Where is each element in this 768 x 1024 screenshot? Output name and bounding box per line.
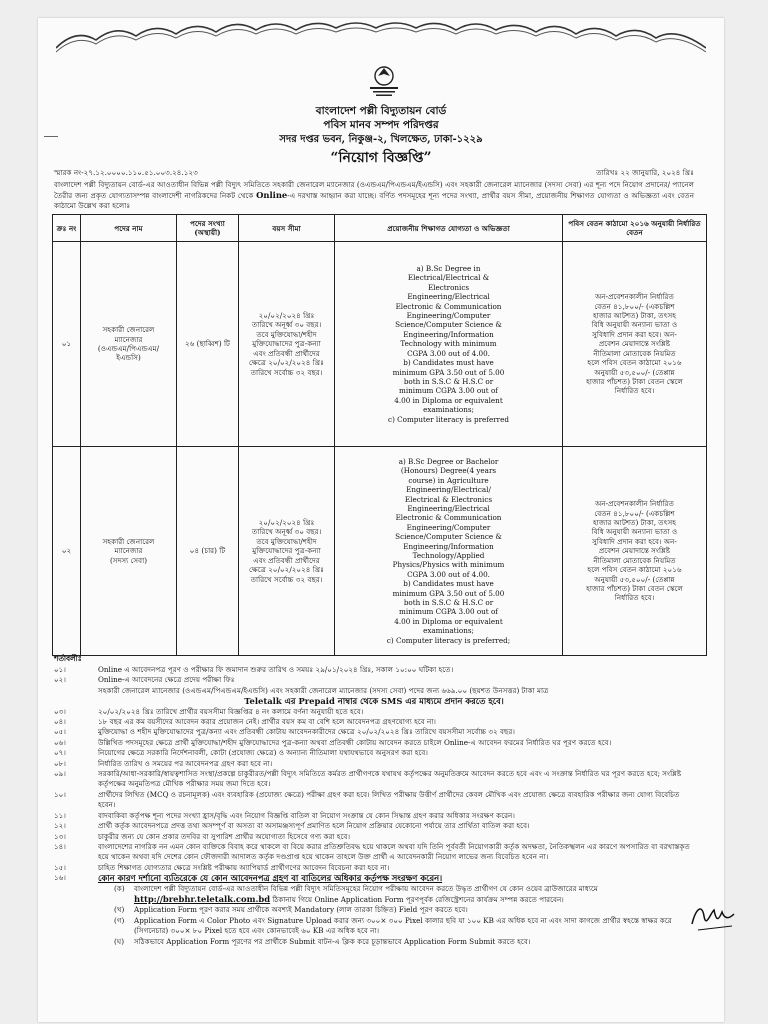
table-row	[53, 447, 707, 656]
item-number: ০১।	[54, 665, 66, 674]
list-item	[54, 686, 694, 696]
item-text: প্রার্থী কর্তৃক আবেদনপত্রে প্রদত্ত তথ্য অসম্পূর্ণ বা অসত্য বা অসামঞ্জস্যপূর্ণ প্রমাণিত হলে নিয়োগ প্রক্রিয়ার যেকোনো পর্যায়ে তার প্রার্থিতা বাতিল করা হবে।	[98, 821, 530, 831]
item-text: বাদবাকিবা কর্তৃপক্ষ শূন্য পদের সংখ্যা হ্রাস/বৃদ্ধি এবং নিয়োগ বিজ্ঞপ্তি বাতিল বা নিয়োগ সংক্রান্ত যে কোন সিদ্ধান্ত গ্রহণ করার অধিকার সংরক্ষণ করেন।	[98, 810, 515, 820]
post-line: (সদস্য সেবা)	[110, 555, 147, 565]
notice-page	[38, 18, 724, 1022]
age-line: মুক্তিযোদ্ধাদের পুত্র-কন্যা	[252, 546, 321, 556]
item-number: ১৬।	[54, 873, 66, 883]
qualification-line: Technology/Applied	[412, 551, 485, 560]
post-line: সহকারী জেনারেল	[102, 536, 155, 546]
post-line: ম্যানেজার	[114, 546, 143, 556]
item-text: বাংলাদেশের নাগরিক নন এমন কোন ব্যক্তিকে বিবাহ করে থাকলে বা বিয়ে করার প্রতিশ্রুতিবদ্ধ হয়ে থাকলে অথবা যদি তিনি পূর্ববর্তী নিয়োগকারী কর্তৃক অদক্ষতা, নৈতিকস্খলন এর কারণে অপসারিত বা বরখাস্তকৃত হয়ে থাকেন অথবা যদি দেশের কোন ফৌজদারী আদালত কর্তৃক দণ্ডপ্রাপ্ত হয়ে থাকেন তাহলে উক্ত প্রার্থী এ আবেদনকারী নিয়োগ লাভের জন্য বিবেচিত হবেন না।	[98, 841, 690, 862]
age-line: তবে মুক্তিযোদ্ধা/শহীদ	[256, 329, 317, 339]
list-item	[54, 769, 694, 790]
item-number: ০৭।	[54, 748, 66, 758]
age-line: তারিখে অনূর্ধ্ব ৩০ বছর।	[251, 527, 322, 537]
qualification-line: Electronic & Communication	[395, 301, 502, 311]
qualification-line: c) Computer literacy is preferred	[388, 414, 509, 424]
item-text: মুক্তিযোদ্ধা ও শহীদ মুক্তিযোদ্ধাদের পুত্র/কন্যা এবং প্রতিবন্ধী কোটায় আবেদনকারীদের ক্ষেত্রে ২০/০২/২০২৪ খ্রিঃ তারিখে বয়সসীমা সর্বোচ্চ ৩২ বছর।	[98, 727, 515, 737]
pay-line: অনুযায়ী ৫৩,৫০০/- (তেপ্পান্ন	[594, 367, 675, 377]
qualification-line: (Honours) Degree(4 years	[400, 466, 497, 476]
conditions-heading: শর্তাবলীঃ	[54, 654, 82, 663]
intro-paragraph	[54, 180, 694, 211]
intro-text-1: বাংলাদেশ পল্লী বিদ্যুতায়ন বোর্ড-এর আওতাধীন বিভিন্ন পল্লী বিদ্যুৎ সমিতিতে সহকারী জেনারেল ম্যানেজার (ওএন্ডএম/পিএন্ডএম/ইএন্ডসি) এবং সহকারী জেনারেল ম্যানেজার (সদস্য সেবা) এর শূন্য পদে নিয়োগ প্রদানের/ প্যানেল তৈরীর জন্য প্রকৃত যোগ্যতাসম্পন্ন বাংলাদেশী নাগরিকদের নিকট থেকে	[54, 180, 694, 200]
qualification-line: 4.00 in Diploma or equivalent	[394, 395, 503, 405]
item-number: ০৬।	[54, 737, 66, 747]
item-text: চাকুরীর জন্য যে কোন প্রকার তদবির বা সুপারিশ প্রার্থীর অযোগ্যতা হিসেবে গণ্য করা হবে।	[98, 831, 351, 841]
post-line: ম্যানেজার	[114, 334, 143, 344]
list-item	[54, 811, 694, 821]
col-header-post: পদের নাম	[81, 215, 177, 242]
pay-line: অনুযায়ী ৫৩,৫০০/- (তেপ্পান্ন	[594, 574, 675, 584]
item-number: ০৫।	[54, 727, 66, 737]
cell-serial: ০২	[53, 447, 81, 656]
post-line: (ওএন্ডএম/পিএন্ডএম/	[97, 344, 160, 353]
age-line: মুক্তিযোদ্ধাদের পুত্র-কন্যা	[252, 339, 321, 349]
cell-serial: ০১	[53, 242, 81, 447]
sub-item-text-2: ঠিকানায় গিয়ে Online Application Form পূরণপূর্বক রেজিস্ট্রেশনের কার্যক্রম সম্পন্ন করতে পারবেন।	[270, 894, 564, 904]
pay-line: হলে পবিস বেতন কাঠামো ২০১৬	[587, 358, 682, 368]
qualification-line: both in S.S.C & H.S.C or	[403, 376, 494, 386]
qualification-line: Engineering/Electrical	[407, 292, 490, 302]
qualification-line: both in S.S.C & H.S.C or	[403, 598, 494, 608]
item-text: নিয়োগের ক্ষেত্রে সরকারি নির্দেশনাবলী, কোটা (প্রযোজ্য ক্ষেত্রে) ও অন্যান্য নীতিমালা যথাযথভাবে অনুসরণ করা হবে।	[98, 748, 428, 758]
item-text: প্রার্থীদের লিখিত (MCQ ও রচনামূলক) এবং ব্যবহারিক (প্রযোজ্য ক্ষেত্রে) পরীক্ষা গ্রহণ করা হবে। লিখিত পরীক্ষায় উত্তীর্ণ প্রার্থীদের কেবল মৌখিক এবং প্রযোজ্য ক্ষেত্রে ব্যবহারিক পরীক্ষার জন্য যোগ্য বিবেচিত হবেন।	[98, 789, 680, 810]
pay-line: অন-প্রবেশনকালীন নির্ধারিত	[595, 499, 674, 509]
post-line: সহকারী জেনারেল	[102, 325, 155, 335]
handwritten-signature	[688, 894, 738, 938]
qualification-line: a) B.Sc Degree in	[416, 264, 481, 274]
item-text: নির্ধারিত তারিখ ও সময়ের পর আবেদনপত্র গ্রহণ করা হবে না।	[98, 758, 273, 768]
qualification-line: examinations;	[423, 405, 474, 415]
col-header-serial: ক্রঃ নং	[53, 215, 81, 242]
age-line: এবং প্রতিবন্ধী প্রার্থীদের	[253, 348, 320, 358]
item-text: সরকারি/আধা-সরকারি/স্বায়ত্বশাসিত সংস্থা/প্রকল্পে চাকুরীরত/পল্লী বিদ্যুৎ সমিতিতে কর্মরত প্রার্থীগণকে যথাযথ কর্তৃপক্ষের অনুমতিক্রমে আবেদন করতে হবে এবং এ সংক্রান্ত নির্ধারিত ঘর পূরণ করতে হবে; সংশ্লিষ্ট কর্তৃপক্ষের অনুমতিপত্র মৌখিক পরীক্ষার সময় জমা দিতে হবে।	[98, 769, 682, 789]
sub-item-text: সঠিকভাবে Application Form পূরণের পর প্রার্থীকে Submit বাটন-এ ক্লিক করে চূড়ান্তভাবে Application Form Submit করতে হবে।	[134, 936, 531, 946]
pay-line: নির্ধারিত হবে।	[614, 386, 655, 396]
qualification-line: minimum CGPA 3.00 out of	[399, 607, 498, 617]
board-logo-icon	[364, 64, 404, 98]
list-item	[54, 873, 694, 883]
sub-item	[54, 937, 694, 947]
teletalk-line: Teletalk এর Prepaid নাম্বার থেকে SMS এর মাধ্যমে প্রদান করতে হবে।	[244, 696, 504, 707]
qualification-line: Engineering/Information	[403, 329, 494, 339]
sub-item-text	[134, 884, 694, 906]
scan-mark	[44, 136, 58, 137]
sub-item-text: Application Form এ Color Photo এবং Signature Upload করার জন্য ৩০০× ৩০০ Pixel কালার ছবি যা ১০০ KB এর অধিক হবে না এবং সাদা কাগজে প্রার্থীর স্বহস্তে স্বাক্ষর করে (সিগনেচার) ৩০০× ৮০ Pixel হতে হবে এবং কোনভাবেই ৬০ KB এর অধিক হবে না।	[134, 915, 672, 936]
pay-line: প্রবেশন মেয়াদান্তে সংশ্লিষ্ট	[598, 546, 671, 556]
qualification-line: Engineering/Computer	[406, 311, 491, 321]
pay-line: হাজার আটশত) টাকা, তৎসহ	[592, 311, 677, 321]
office-address: সদর দপ্তর ভবন, নিকুঞ্জ-২, খিলক্ষেত, ঢাকা-১২২৯	[279, 134, 483, 145]
sub-item	[54, 916, 694, 937]
list-item	[54, 759, 694, 769]
col-header-qualification: প্রয়োজনীয় শিক্ষাগত যোগ্যতা ও অভিজ্ঞতা	[335, 215, 563, 242]
qualification-line: Engineering/Electrical	[407, 503, 490, 513]
col-header-pay: পবিস বেতন কাঠামো ২০১৬ অনুযায়ী নির্ধারিত বেতন	[563, 215, 707, 242]
conditions-list	[54, 665, 694, 947]
scalloped-border-decoration	[56, 18, 706, 58]
age-line: তবে মুক্তিযোদ্ধা/শহীদ	[256, 536, 317, 546]
cell-vacancies: ২৬ (ছাব্বিশ) টি	[177, 242, 239, 447]
item-number	[54, 686, 98, 696]
pay-line: হাজার পাঁচশত) টাকা বেতন স্কেলে	[586, 583, 683, 593]
col-header-vacancies: পদের সংখ্যা (অস্থায়ী)	[177, 215, 239, 242]
cell-qualification	[335, 447, 563, 656]
qualification-line: Science/Computer Science &	[395, 320, 502, 330]
qualification-line: CGPA 3.00 out of 4.00.	[407, 569, 490, 579]
item-text: চাহিত শিক্ষাগত যোগ্যতার ক্ষেত্রে সংশ্লিষ্ট পরীক্ষায় অ্যাপিয়ার্ড প্রার্থীগণের আবেদন বিবেচনা করা হবে না।	[98, 862, 390, 872]
list-item	[54, 863, 694, 873]
cell-qualification	[335, 242, 563, 447]
cell-age	[239, 447, 335, 656]
item-number: ০৪।	[54, 717, 66, 727]
cell-post	[81, 242, 177, 447]
list-item	[54, 665, 694, 675]
age-line: তারিখে সর্বোচ্চ ৩২ বছর।	[250, 574, 323, 584]
pay-line: বিধি অনুযায়ী অন্যান্য ভাতা ও	[591, 527, 678, 537]
page-title: “নিয়োগ বিজ্ঞপ্তি”	[330, 150, 432, 166]
sub-item	[54, 905, 694, 915]
cell-age	[239, 242, 335, 447]
pay-line: সুবিধাদি প্রদান করা হবে। অন-	[592, 536, 677, 546]
pay-line: নীতিমালা মোতাবেক নিয়মিত	[593, 348, 676, 358]
list-item	[54, 790, 694, 811]
pay-line: প্রবেশন মেয়াদান্তে সংশ্লিষ্ট	[598, 339, 671, 349]
item-number: ১০।	[54, 789, 66, 799]
sub-item-text: Application Form পূরণ করার সময় প্রার্থীকে অবশ্যই Mandatory (লাল তারকা চিহ্নিত) Field পূরণ করতে হবে।	[134, 905, 468, 915]
reference-number: স্মারক নং-২৭.১২.০০০০.১১০.৫১.০০৩.২৪.১২৩	[54, 168, 198, 177]
age-line: ক্ষেত্রে ২০/০২/২০২৪ খ্রিঃ	[249, 358, 324, 368]
cell-post	[81, 447, 177, 656]
post-line: ইএন্ডসি)	[116, 353, 141, 363]
list-item	[54, 748, 694, 758]
pay-line: নীতিমালা মোতাবেক নিয়মিত	[593, 555, 676, 565]
list-item	[54, 675, 694, 685]
item-text: Online এ আবেদনপত্র পূরণ ও পরীক্ষার ফি জমাদান শুরুর তারিখ ও সময়ঃ ২৯/০১/২০২৪ খ্রিঃ, সকাল ১০:০০ ঘটিকা হতে।	[98, 665, 454, 674]
table-row	[53, 242, 707, 447]
item-number: ১৪।	[54, 841, 66, 851]
qualification-line: a) B.Sc Degree or Bachelor	[398, 456, 499, 466]
cell-pay	[563, 447, 707, 656]
qualification-line: minimum GPA 3.50 out of 5.00	[392, 588, 505, 598]
sub-item	[54, 884, 694, 906]
age-line: ২০/০২/২০২৪ খ্রিঃ	[258, 518, 315, 528]
qualification-line: Engineering/Computer	[406, 522, 491, 532]
qualification-line: b) Candidates must have	[403, 579, 494, 589]
pay-line: বেতন ৪১,৮০০/- (একচল্লিশ	[594, 301, 675, 311]
col-header-age: বয়স সীমা	[239, 215, 335, 242]
pay-line: অন-প্রবেশনকালীন নির্ধারিত	[595, 292, 674, 302]
age-line: তারিখে অনূর্ধ্ব ৩০ বছর।	[251, 320, 322, 330]
age-line: ক্ষেত্রে ২০/০২/২০২৪ খ্রিঃ	[249, 565, 324, 575]
qualification-line: course) in Agriculture	[408, 475, 489, 485]
sub-item-text-1: বাংলাদেশ পল্লী বিদ্যুতায়ন বোর্ড-এর আওতাধীন বিভিন্ন পল্লী বিদ্যুৎ সমিতিসমূহের নিয়োগ পরীক্ষায় আবেদন করতে উদ্ধৃত প্রার্থীগণ যে কোন ওয়েব ব্রাউজারের মাধ্যমে	[134, 883, 598, 893]
pay-line: বেতন ৪১,৮০০/- (একচল্লিশ	[594, 508, 675, 518]
qualification-line: Technology with minimum	[400, 339, 497, 349]
list-item	[54, 717, 694, 727]
item-text: কোন কারণ দর্শানো ব্যতিরেকে যে কোন আবেদনপত্র গ্রহণ বা বাতিলের অধিকার কর্তৃপক্ষ সংরক্ষণ করেন।	[98, 873, 443, 884]
age-line: এবং প্রতিবন্ধী প্রার্থীদের	[253, 555, 320, 565]
cell-pay	[563, 242, 707, 447]
item-text: উল্লিখিত পদসমূহের ক্ষেত্রে প্রার্থী মুক্তিযোদ্ধা/শহীদ মুক্তিযোদ্ধাদের পুত্র-কন্যা অথবা প্রতিবন্ধী কোটায় আবেদন করতে চাইলে Online-এ আবেদন ফরমের নির্ধারিত ঘর পূরণ করতে হবে।	[98, 737, 612, 747]
list-item	[54, 832, 694, 842]
application-link[interactable]: http://brebhr.teletalk.com.bd	[134, 893, 271, 904]
item-number: ০৮।	[54, 758, 66, 768]
qualification-line: c) Computer literacy is preferred;	[386, 635, 511, 645]
qualification-line: minimum GPA 3.50 out of 5.00	[392, 367, 505, 377]
intro-text-2: -এ দরখাস্ত আহ্বান করা যাচ্ছে। বর্ণিত পদসমূহের শূন্য পদের সংখ্যা, প্রার্থীর বয়স সীমা, প্রয়োজনীয় শিক্ষাগত যোগ্যতা ও অভিজ্ঞতা এবং বেতন কাঠামো উল্লেখ করা হলোঃ	[54, 191, 694, 210]
pay-line: নির্ধারিত হবে।	[614, 593, 655, 603]
qualification-line: Engineering/Electrical/	[406, 485, 491, 495]
qualification-line: Physics/Physics with minimum	[392, 560, 505, 570]
sub-item-number: (ক)	[114, 883, 125, 893]
pay-line: বিধি অনুযায়ী অন্যান্য ভাতা ও	[591, 320, 678, 330]
sub-item-number: (ঘ)	[114, 936, 125, 946]
intro-online: Online	[256, 190, 288, 200]
sub-item-number: (গ)	[114, 915, 125, 925]
list-item	[54, 738, 694, 748]
pay-line: হলে পবিস বেতন কাঠামো ২০১৬	[587, 565, 682, 575]
item-number: ১২।	[54, 821, 66, 831]
table-header-row	[53, 215, 707, 242]
item-number: ১১।	[54, 810, 66, 820]
sub-item-number: (খ)	[114, 905, 125, 915]
age-line: ২০/০২/২০২৪ খ্রিঃ	[258, 311, 315, 321]
item-text: Online-এ আবেদনের ক্ষেত্রে প্রদেয় পরীক্ষা ফিঃ	[98, 675, 235, 685]
item-number: ১৩।	[54, 831, 66, 841]
qualification-line: Engineering/Information	[403, 541, 494, 551]
qualification-line: minimum CGPA 3.00 out of	[399, 386, 498, 396]
pay-line: হাজার পাঁচশত) টাকা বেতন স্কেলে	[586, 376, 683, 386]
pay-line: হাজার আটশত) টাকা, তৎসহ	[592, 518, 677, 528]
item-text: সহকারী জেনারেল ম্যানেজার (ওএন্ডএম/পিএন্ডএম/ইএন্ডসি) এবং সহকারী জেনারেল ম্যানেজার (সদস্য সেবা) পদের জন্য ৬৬৯.০০ (ছয়শত উনসত্তর) টাকা মাত্র	[98, 685, 549, 695]
item-text: ১৮ বছর এর কম বয়সীদের আবেদন করার প্রয়োজন নেই। প্রার্থীর বয়স কম বা বেশি হলে আবেদনপত্র গ্রহণযোগ্য হবে না।	[98, 717, 436, 727]
item-number: ১৫।	[54, 862, 66, 872]
vacancy-table	[52, 214, 707, 656]
notice-date: তারিখঃ ২২ জানুয়ারি, ২০২৪ খ্রিঃ	[596, 168, 694, 177]
list-item	[54, 727, 694, 737]
age-line: তারিখে সর্বোচ্চ ৩২ বছর।	[250, 367, 323, 377]
qualification-line: Electronic & Communication	[395, 513, 502, 523]
pay-line: সুবিধাদি প্রদান করা হবে। অন-	[592, 329, 677, 339]
qualification-line: Electrical/Electrical &	[407, 273, 490, 283]
qualification-line: Electronics	[427, 282, 470, 292]
qualification-line: Electrical & Electronics	[404, 494, 493, 504]
qualification-line: CGPA 3.00 out of 4.00.	[407, 348, 490, 358]
item-text: ২০/০২/২০২৪ খ্রিঃ তারিখে প্রার্থীর বয়সসীমা বিজ্ঞপ্তির ৪ নং কলামে বর্ণনা অনুযায়ী হতে হবে।	[98, 706, 364, 716]
qualification-line: 4.00 in Diploma or equivalent	[394, 616, 503, 626]
qualification-line: examinations;	[423, 626, 474, 636]
list-item	[54, 707, 694, 717]
item-number: ০৩।	[54, 706, 66, 716]
list-item	[54, 842, 694, 863]
qualification-line: b) Candidates must have	[403, 358, 494, 368]
item-number: ০২।	[54, 675, 66, 685]
list-item	[54, 821, 694, 831]
qualification-line: Science/Computer Science &	[395, 532, 502, 542]
cell-vacancies: ০৪ (চার) টি	[177, 447, 239, 656]
item-number: ০৯।	[54, 769, 66, 779]
department-name: পবিস মানব সম্পদ পরিদপ্তর	[323, 119, 439, 131]
org-name: বাংলাদেশ পল্লী বিদ্যুতায়ন বোর্ড	[315, 105, 447, 117]
